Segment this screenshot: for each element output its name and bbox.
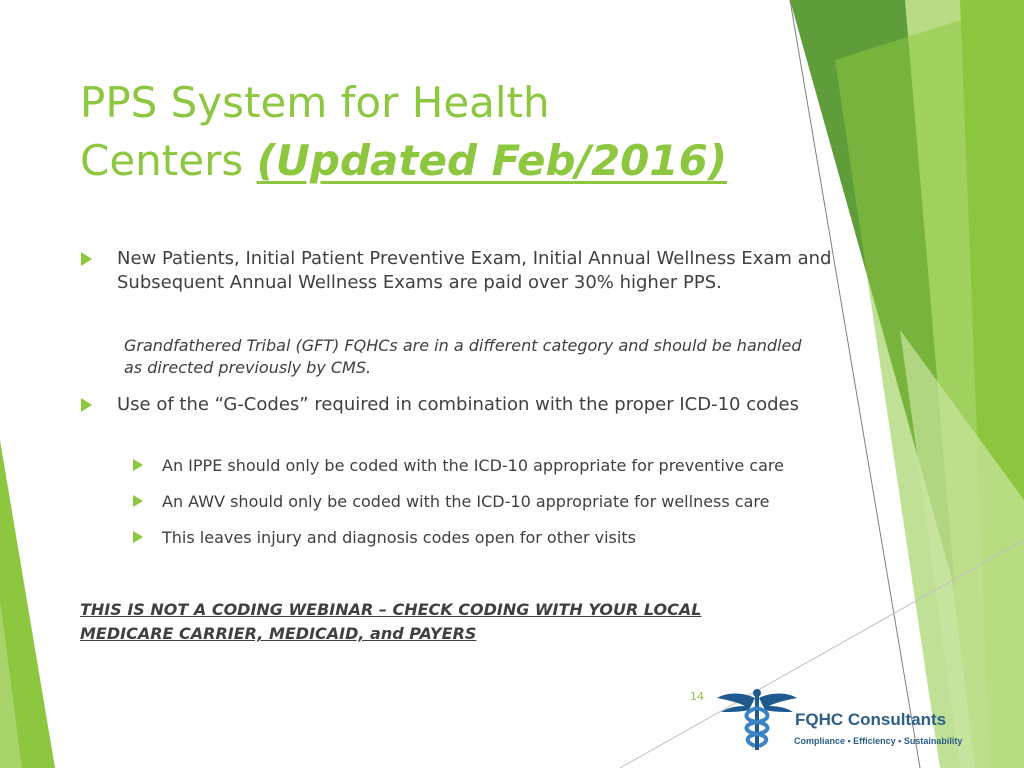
title-line-2: Centers: [80, 136, 244, 185]
bullet-arrow-icon: [81, 398, 92, 412]
sub-bullet-item: [162, 455, 862, 477]
bullet-arrow-icon: [81, 252, 92, 266]
bullet-item: [117, 247, 842, 295]
logo-name: FQHC Consultants: [795, 710, 947, 729]
sub-bullet-item: [162, 491, 862, 513]
sub-bullet-text: An AWV should only be coded with the ICD-10 appropriate for wellness care: [162, 492, 770, 511]
disclaimer: THIS IS NOT A CODING WEBINAR – CHECK CODING WITH YOUR LOCAL MEDICARE CARRIER, MEDICAID, and PAYERS: [80, 600, 702, 643]
title-line-1: PPS System for Health: [80, 78, 550, 127]
sub-bullet-text: This leaves injury and diagnosis codes open for other visits: [162, 528, 636, 547]
bullet-arrow-icon: [133, 459, 143, 471]
bullet-text: New Patients, Initial Patient Preventive Exam, Initial Annual Wellness Exam and Subsequent Annual Wellness Exams are paid over 30% higher PPS.: [117, 248, 832, 293]
note-text: Grandfathered Tribal (GFT) FQHCs are in a different category and should be handled as directed previously by CMS.: [124, 336, 802, 377]
title-emphasis: (Updated Feb/2016): [256, 136, 728, 185]
bullet-item: [117, 393, 842, 417]
slide-number: 14: [690, 690, 704, 703]
logo-tagline: Compliance • Efficiency • Sustainability: [794, 736, 963, 746]
bullet-text: Use of the “G-Codes” required in combination with the proper ICD-10 codes: [117, 394, 799, 415]
page-title: [80, 74, 727, 190]
bullet-arrow-icon: [133, 531, 143, 543]
sub-bullet-item: [162, 527, 862, 549]
bullet-arrow-icon: [133, 495, 143, 507]
sub-bullet-text: An IPPE should only be coded with the ICD-10 appropriate for preventive care: [162, 456, 784, 475]
